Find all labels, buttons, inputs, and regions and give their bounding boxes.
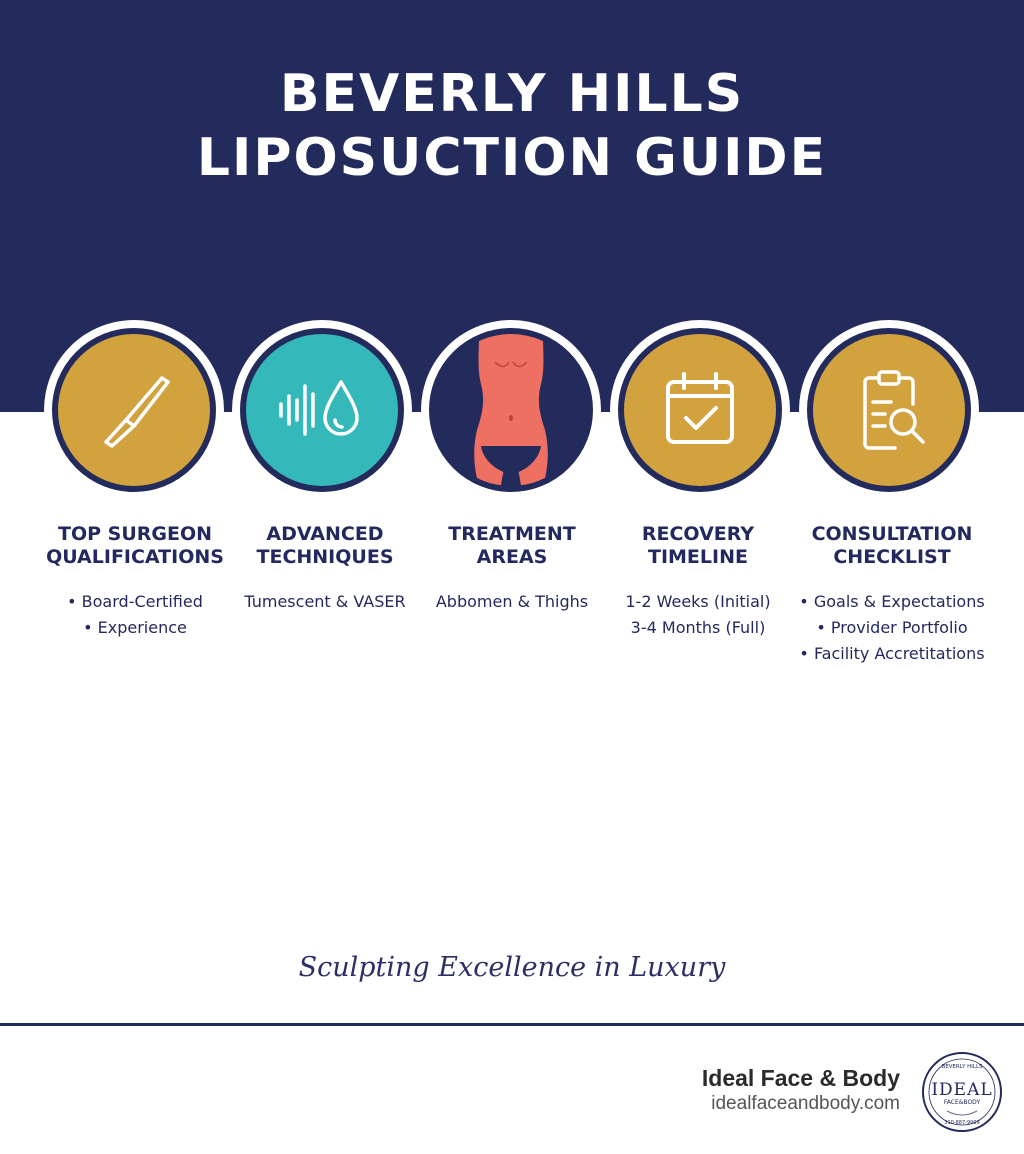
footer-brand [702, 1064, 900, 1116]
heading-line: QUALIFICATIONS [46, 546, 224, 568]
checklist-circle [807, 328, 971, 492]
list-item: 1-2 Weeks (Initial) [625, 592, 771, 611]
recovery-circle [618, 328, 782, 492]
section-items [598, 589, 798, 641]
section-items [412, 589, 612, 615]
title-line-2: LIPOSUCTION GUIDE [196, 128, 828, 188]
section-treatment-areas [412, 523, 612, 615]
title-line-1: BEVERLY HILLS [279, 64, 745, 124]
list-item: Abbomen & Thighs [435, 592, 589, 611]
brand-name: Ideal Face & Body [701, 1065, 900, 1091]
recovery-badge [610, 320, 790, 500]
list-item: • Facility Accretitations [799, 644, 985, 663]
qualifications-badge [44, 320, 224, 500]
logo-main-text: IDEAL [931, 1080, 993, 1100]
list-item: • Experience [83, 618, 187, 637]
heading-line: TECHNIQUES [256, 546, 394, 568]
section-techniques [225, 523, 425, 615]
heading-line: CHECKLIST [833, 546, 951, 568]
list-item: Tumescent & VASER [244, 592, 406, 611]
heading-line: RECOVERY [641, 523, 755, 545]
list-item: • Board-Certified [67, 592, 203, 611]
heading-line: AREAS [476, 546, 548, 568]
logo-bottom-text: 310-887-9999 [944, 1120, 980, 1126]
scalpel-icon [84, 360, 184, 460]
heading-line: TREATMENT [448, 523, 576, 545]
section-checklist [792, 523, 992, 667]
logo-top-text: BEVERLY HILLS [941, 1064, 983, 1070]
treatment-areas-circle [429, 328, 593, 492]
calendar-check-icon [650, 360, 750, 460]
section-items [792, 589, 992, 667]
section-heading [412, 523, 612, 569]
brand-url[interactable]: idealfaceandbody.com [711, 1093, 900, 1114]
section-items [225, 589, 425, 615]
heading-line: TOP SURGEON [57, 523, 213, 545]
logo-sub-text: FACE&BODY [943, 1099, 981, 1106]
section-heading [35, 523, 235, 569]
section-qualifications [35, 523, 235, 641]
list-item: • Provider Portfolio [816, 618, 968, 637]
body-silhouette-icon [435, 334, 587, 486]
heading-line: ADVANCED [266, 523, 384, 545]
section-heading [225, 523, 425, 569]
qualifications-circle [52, 328, 216, 492]
treatment-areas-badge [421, 320, 601, 500]
heading-line: TIMELINE [648, 546, 748, 568]
page-title [0, 62, 1024, 190]
list-item: 3-4 Months (Full) [630, 618, 766, 637]
section-heading [792, 523, 992, 569]
section-recovery [598, 523, 798, 641]
section-items [35, 589, 235, 641]
tagline: Sculpting Excellence in Luxury [298, 952, 726, 983]
section-heading [598, 523, 798, 569]
ultrasound-droplet-icon [267, 360, 377, 460]
clipboard-search-icon [839, 360, 939, 460]
techniques-badge [232, 320, 412, 500]
footer-divider [0, 1023, 1024, 1026]
list-item: • Goals & Expectations [799, 592, 985, 611]
heading-line: CONSULTATION [811, 523, 973, 545]
checklist-badge [799, 320, 979, 500]
brand-logo [921, 1051, 1003, 1133]
techniques-circle [240, 328, 404, 492]
